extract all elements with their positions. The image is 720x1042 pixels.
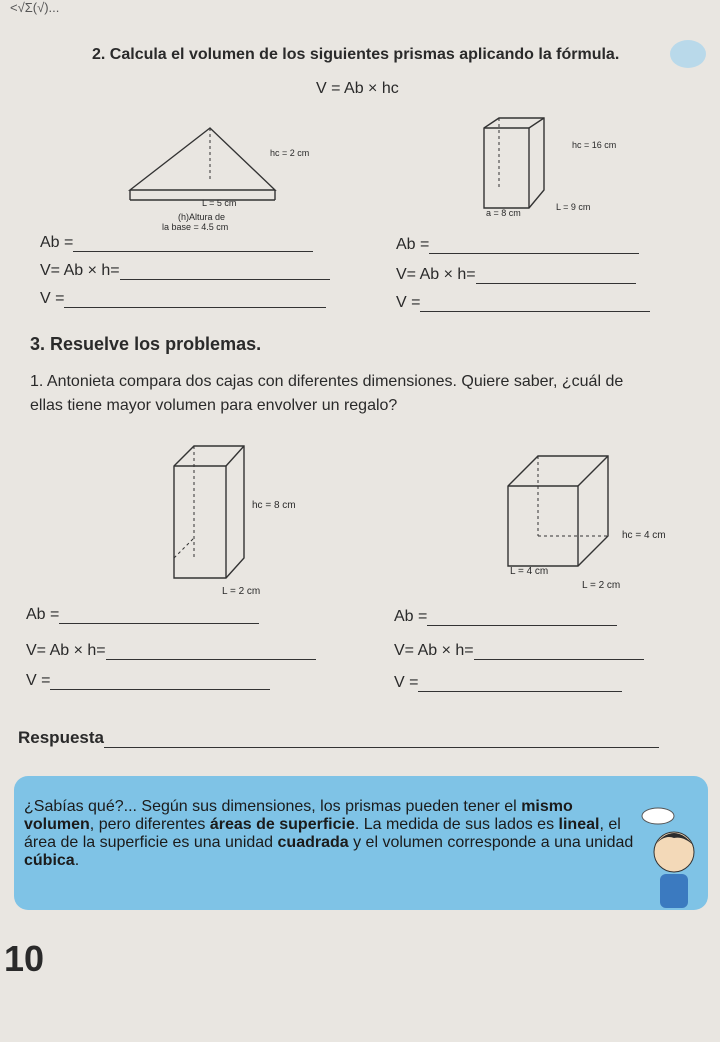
info-p1f: lineal [558,816,600,833]
box-a-figure [174,446,254,586]
prism-a-hc: hc = 2 cm [270,148,310,158]
info-p1h: cuadrada [277,834,349,851]
box-a-v-formula-label: V= Ab × h= [26,642,106,659]
prism-a-v-formula-row [40,262,330,280]
box-b-l2: L = 2 cm [582,580,621,591]
prism-a-l: L = 5 cm [202,198,237,208]
box-b-ab-label: Ab = [394,608,428,625]
box-b-v-label: V = [394,674,419,691]
box-b-v-formula-row [394,642,644,660]
problem1-text: 1. Antonieta compara dos cajas con diferentes dimensiones. Quiere saber, ¿cuál de ellas tiene mayor volumen para envolver un regalo? [30,373,624,414]
corner-decoration [670,40,706,68]
prism-a-front [130,128,275,190]
prism-b-v-label: V = [396,294,421,311]
prism-b-ab-row [396,236,639,254]
box-b-v-row [394,674,622,692]
box-b-v-input[interactable] [418,691,622,692]
section3-title: 3. Resuelve los problemas. [30,334,262,354]
box-b-figure [508,456,618,576]
info-text [24,798,644,870]
box-b-ab-row [394,608,617,626]
box-a-ab-label: Ab = [26,606,60,623]
info-p1g: , el área de la superficie es una unidad [24,816,621,851]
page-number: 10 [4,938,45,979]
answer-row [18,728,659,748]
prism-b-ab-input[interactable] [429,253,639,254]
prism-a-ab-row [40,234,313,252]
prism-a-v-row [40,290,326,308]
prism-a-v-label: V = [40,290,65,307]
box-b-outline [508,456,608,566]
box-a-ab-input[interactable] [59,623,259,624]
prism-b-figure [484,118,564,218]
box-b-v-formula-input[interactable] [474,659,644,660]
prism-b-ab-label: Ab = [396,236,430,253]
box-b-l1: L = 4 cm [510,566,549,577]
info-p1e: . La medida de sus lados es [354,816,559,833]
box-a-l: L = 2 cm [222,586,261,597]
info-p1: ¿Sabías qué?... Según sus dimensiones, los prismas pueden tener el [24,798,522,815]
answer-label: Respuesta [18,728,104,747]
info-p1j: cúbica [24,852,75,869]
prism-a-h-label: (h)Altura de [178,212,226,222]
prism-b-hc: hc = 16 cm [572,140,617,150]
info-p1c: , pero diferentes [89,816,210,833]
prism-b-a: a = 8 cm [486,208,521,218]
answer-input[interactable] [104,747,659,748]
prism-b-outline [484,118,544,208]
info-p1k: . [74,852,80,869]
prism-b-v-formula-input[interactable] [476,283,636,284]
box-a-v-input[interactable] [50,689,270,690]
prism-a-v-formula-label: V= Ab × h= [40,262,120,279]
formula: V = Ab × hc [316,80,399,97]
box-a-v-row [26,672,270,690]
box-b-v-formula-label: V= Ab × h= [394,642,474,659]
box-b-hc: hc = 4 cm [622,530,666,541]
info-p1b: mismo volumen [24,798,573,833]
top-scribble: <√Σ(√)... [10,0,60,15]
box-b-ab-input[interactable] [427,625,617,626]
info-p1d: áreas de superficie [209,816,355,833]
box-a-v-formula-input[interactable] [106,659,316,660]
box-a-hc: hc = 8 cm [252,500,296,511]
prism-b-v-input[interactable] [420,311,650,312]
prism-b-v-row [396,294,650,312]
info-p1i: y el volumen corresponde a una unidad [348,834,634,851]
prism-a-v-input[interactable] [64,307,326,308]
prism-b-v-formula-label: V= Ab × h= [396,266,476,283]
prism-b-v-formula-row [396,266,636,284]
box-a-v-formula-row [26,642,316,660]
prism-a-ab-input[interactable] [73,251,313,252]
prism-a-v-formula-input[interactable] [120,279,330,280]
section2-title: 2. Calcula el volumen de los siguientes prismas aplicando la fórmula. [92,46,620,63]
kid-illustration-icon [636,806,706,910]
prism-a-figure [130,120,330,230]
prism-a-h-label2: la base = 4.5 cm [162,222,229,232]
prism-b-l: L = 9 cm [556,202,591,212]
prism-a-ab-label: Ab = [40,234,74,251]
box-a-ab-row [26,606,259,624]
box-a-v-label: V = [26,672,51,689]
